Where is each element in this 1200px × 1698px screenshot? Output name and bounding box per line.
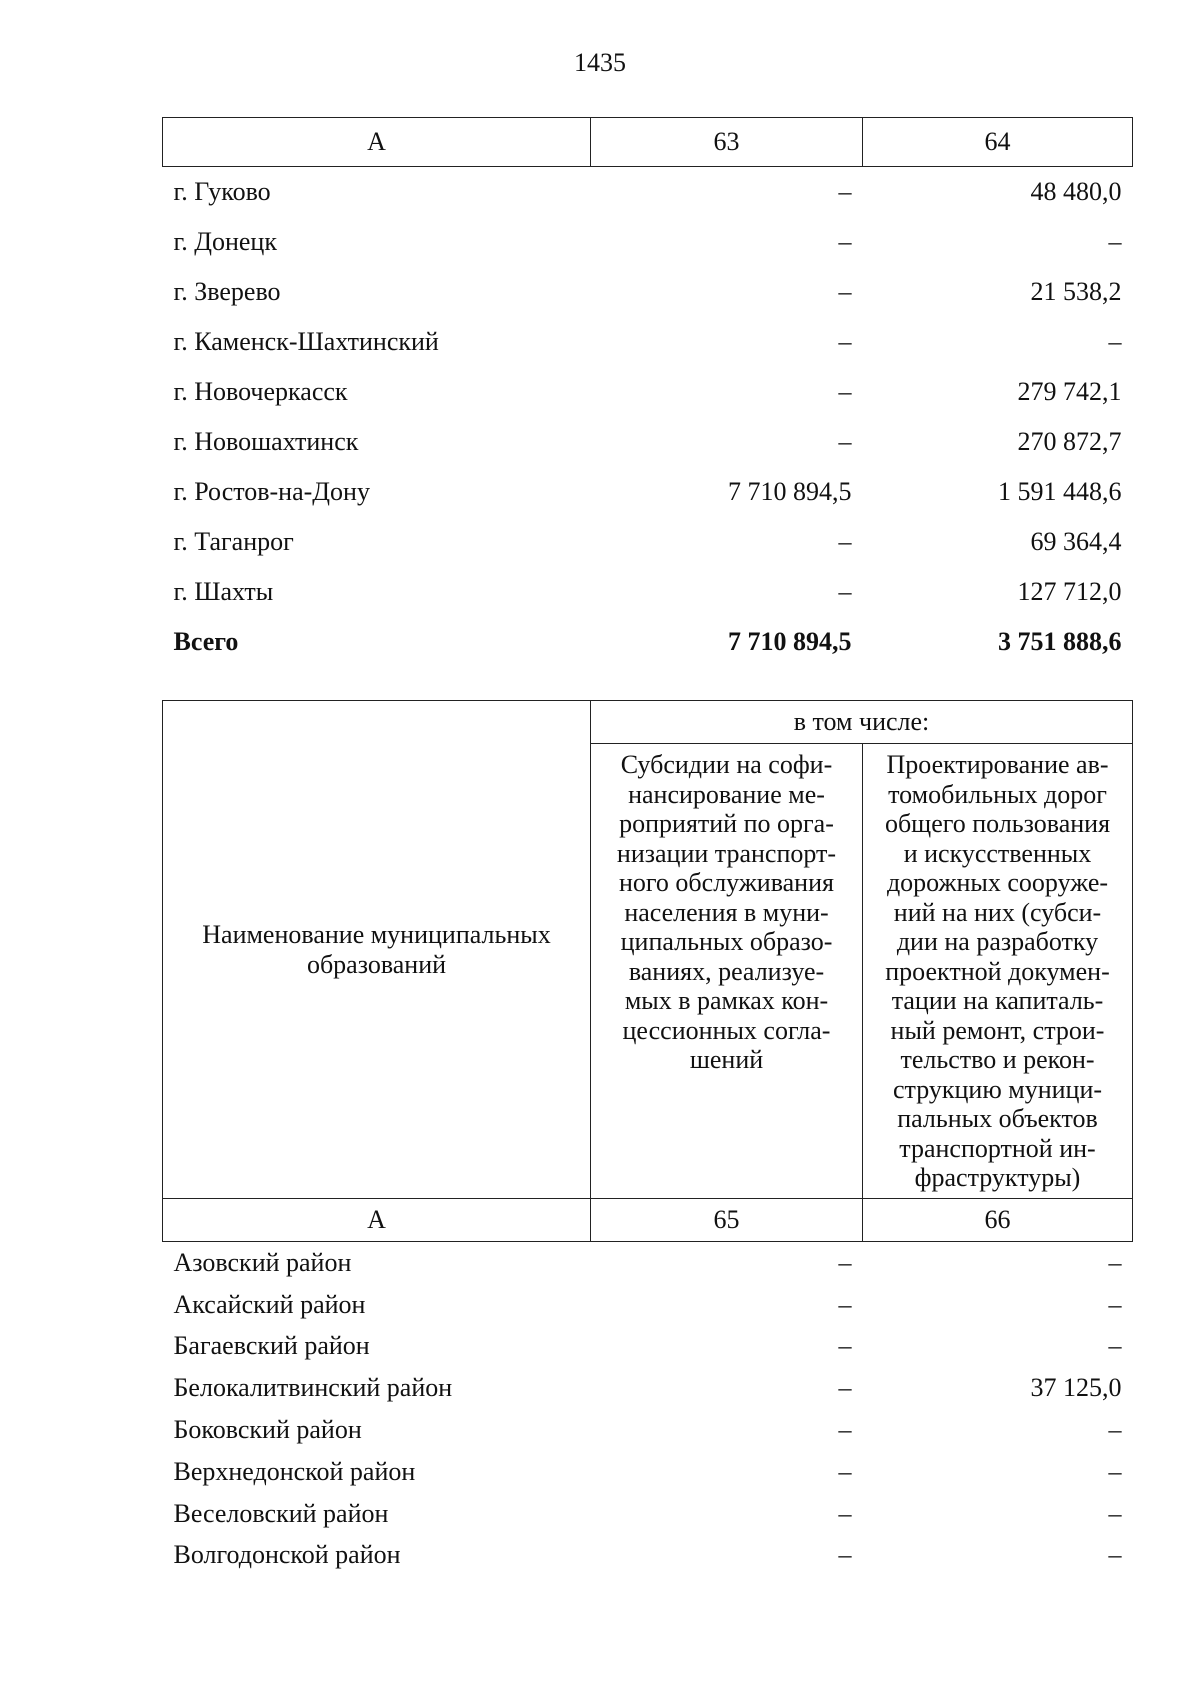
cell-66: 37 125,0 [1030,1373,1122,1403]
total-64: 3 751 888,6 [998,627,1122,656]
table-row [163,1284,1133,1326]
cell-65: – [838,1415,852,1445]
table-row [163,367,1133,417]
row-name: Верхнедонской район [173,1456,416,1486]
cell-63: – [838,377,852,406]
cell-64: 279 742,1 [1017,377,1122,406]
cell-63: – [838,427,852,456]
cell-66: – [1108,1289,1122,1319]
table-row [163,217,1133,267]
column-header-66 [863,744,1133,1199]
table-row [163,1326,1133,1368]
column-header-65 [591,744,863,1199]
row-name: г. Новочеркасск [173,377,348,406]
cell-64: 270 872,7 [1017,427,1122,456]
cell-65: – [838,1456,852,1486]
cell-66: – [1108,1498,1122,1528]
row-name: Белокалитвинский район [173,1373,453,1403]
row-name: Азовский район [173,1247,352,1277]
table-row [163,267,1133,317]
column-header-municipality: Наименование муниципальных образований [163,701,591,1199]
table-row [163,467,1133,517]
table-row [163,1367,1133,1409]
cell-64: – [1108,327,1122,356]
cell-64: 48 480,0 [1030,177,1122,206]
table-row [163,417,1133,467]
cell-65: – [838,1289,852,1319]
subsidy-table-districts [162,700,1133,1576]
table-row [163,1242,1133,1284]
header-row [163,118,1133,167]
cell-63: – [838,177,852,206]
total-label: Всего [173,627,239,656]
cell-65: – [838,1540,852,1570]
cell-63: – [838,577,852,606]
cell-64: 21 538,2 [1030,277,1122,306]
cell-64: – [1108,227,1122,256]
header-row-group [163,701,1133,744]
page-number: 1435 [574,48,626,77]
cell-63: – [838,277,852,306]
table-row [163,1451,1133,1493]
column-header-65-text: Субсидии на софи- нансирование ме- роприятий по орга- низации транспорт- ного обслуживания населения в муни- ципальных образо- ваниях, реализуе- мых в рамках кон- цессионных согла- шений [616,750,837,1074]
row-name: Веселовский район [173,1498,389,1528]
subsidy-table-cities [162,117,1133,667]
cell-64: 1 591 448,6 [998,477,1122,506]
cell-63: – [838,227,852,256]
cell-65: – [838,1331,852,1361]
cell-63: 7 710 894,5 [728,477,852,506]
cell-66: – [1108,1456,1122,1486]
total-63: 7 710 894,5 [728,627,852,656]
table-row [163,517,1133,567]
table-row [163,1535,1133,1577]
column-code-65: 65 [591,1199,863,1242]
cell-65: – [838,1247,852,1277]
row-name: Волгодонской район [173,1540,401,1570]
cell-66: – [1108,1415,1122,1445]
column-header-63: 63 [591,118,863,167]
cell-64: 69 364,4 [1030,527,1122,556]
table-row [163,1493,1133,1535]
cell-64: 127 712,0 [1017,577,1122,606]
cell-63: – [838,327,852,356]
code-row [163,1199,1133,1242]
table-row [163,567,1133,617]
cell-66: – [1108,1331,1122,1361]
cell-66: – [1108,1247,1122,1277]
cell-66: – [1108,1540,1122,1570]
row-name: г. Гуково [173,177,271,206]
row-name: г. Каменск-Шахтинский [173,327,439,356]
column-group-header: в том числе: [591,701,1133,744]
row-name: Аксайский район [173,1289,366,1319]
cell-65: – [838,1498,852,1528]
column-header-a: А [163,118,591,167]
row-name: Багаевский район [173,1331,370,1361]
row-name: г. Новошахтинск [173,427,359,456]
column-header-66-text: Проектирование ав- томобильных дорог общего пользования и искусственных дорожных сооруже- ний на них (субси- дии на разработку проектной докумен- тации на капиталь- ный ремонт, строи- тельство и рекон- струкцию муници- пальных объектов транспортной ин- фраструктуры) [884,750,1111,1192]
row-name: г. Зверево [173,277,281,306]
row-name: г. Ростов-на-Дону [173,477,370,506]
column-header-64: 64 [863,118,1133,167]
table-row [163,317,1133,367]
row-name: Боковский район [173,1415,362,1445]
table-row [163,167,1133,218]
cell-65: – [838,1373,852,1403]
row-name: г. Таганрог [173,527,294,556]
row-name: г. Донецк [173,227,277,256]
cell-63: – [838,527,852,556]
row-name: г. Шахты [173,577,274,606]
table-row [163,1409,1133,1451]
column-code-66: 66 [863,1199,1133,1242]
total-row [163,617,1133,667]
column-code-a: А [163,1199,591,1242]
